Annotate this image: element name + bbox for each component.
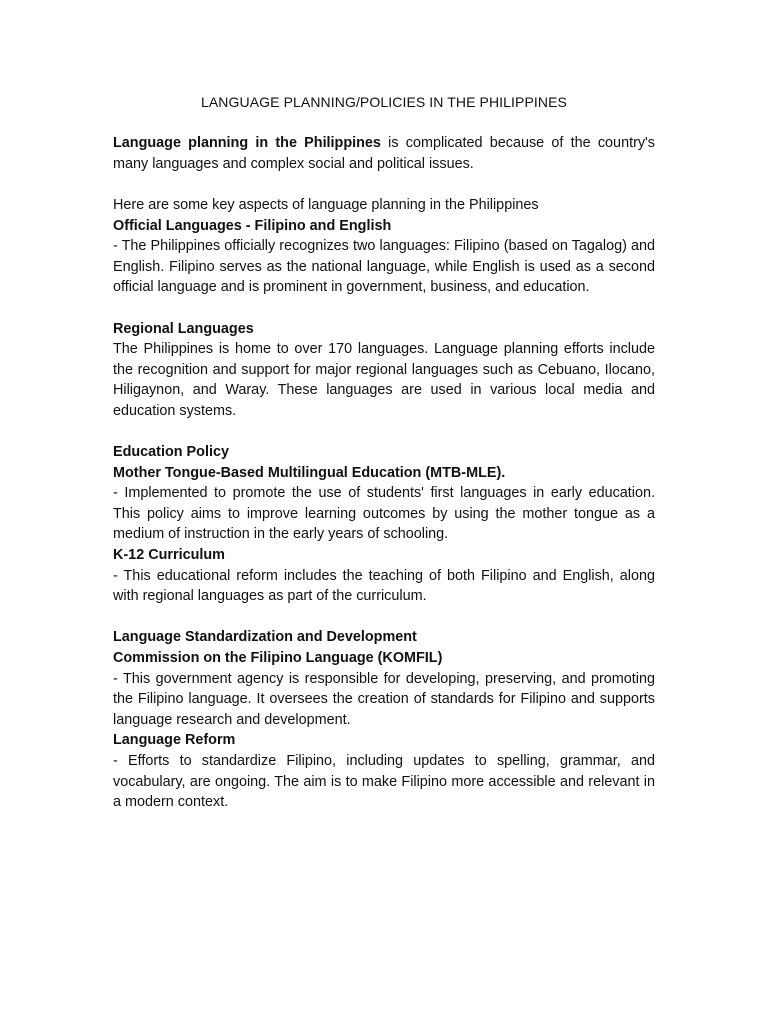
- spacer: [113, 607, 655, 628]
- key-aspects-line: Here are some key aspects of language planning in the Philippines: [113, 196, 539, 213]
- komfil-heading: Commission on the Filipino Language (KOMFIL): [113, 650, 443, 667]
- spacer: [113, 298, 655, 319]
- komfil-body: - This government agency is responsible for developing, preserving, and promoting the Filipino language. It oversees the creation of standards for Filipino and supports language research and development.: [113, 670, 655, 728]
- regional-languages-heading: Regional Languages: [113, 320, 254, 337]
- intro-lead: Language planning in the Philippines: [113, 135, 381, 152]
- document-title: LANGUAGE PLANNING/POLICIES IN THE PHILIPPINES: [200, 94, 567, 110]
- spacer: [113, 174, 655, 195]
- intro-rest: is complicated because of the country's many languages and complex social and political issues.: [113, 135, 655, 172]
- official-languages-heading: Official Languages - Filipino and English: [113, 217, 392, 234]
- mtb-mle-heading: Mother Tongue-Based Multilingual Education (MTB-MLE).: [113, 464, 506, 481]
- k12-heading: K-12 Curriculum: [113, 547, 225, 564]
- intro-paragraph: [113, 133, 655, 174]
- education-policy-heading: Education Policy: [113, 444, 229, 461]
- spacer: [113, 422, 655, 443]
- k12-body: - This educational reform includes the teaching of both Filipino and English, along with regional languages as part of the curriculum.: [113, 567, 655, 605]
- document-page: [113, 92, 655, 813]
- standardization-heading: Language Standardization and Development: [113, 629, 417, 646]
- language-reform-heading: Language Reform: [113, 732, 236, 749]
- official-languages-body: - The Philippines officially recognizes two languages: Filipino (based on Tagalog) and English. Filipino serves as the national language, while English is used as a second official language and is prominent in government, business, and education.: [113, 238, 655, 296]
- mtb-mle-body: - Implemented to promote the use of students' first languages in early education. This policy aims to improve learning outcomes by using the mother tongue as a medium of instruction in the early years of schooling.: [113, 485, 655, 543]
- language-reform-body: - Efforts to standardize Filipino, including updates to spelling, grammar, and vocabulary, are ongoing. The aim is to make Filipino more accessible and relevant in a modern context.: [113, 753, 655, 811]
- regional-languages-body: The Philippines is home to over 170 languages. Language planning efforts include the recognition and support for major regional languages such as Cebuano, Ilocano, Hiligaynon, and Waray. These languages are used in various local media and education systems.: [113, 341, 655, 419]
